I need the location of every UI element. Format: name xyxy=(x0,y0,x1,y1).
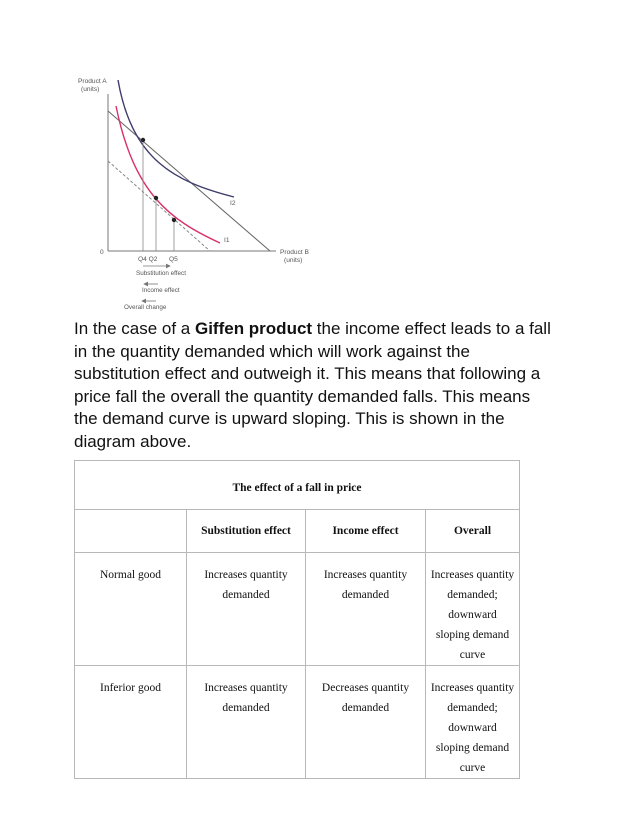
inferior-overall-cell: Increases quantity demanded; downward sloping demand curve xyxy=(426,666,520,779)
header-blank xyxy=(75,510,187,553)
normal-overall-cell: Increases quantity demanded; downward sloping demand curve xyxy=(426,553,520,666)
point-c xyxy=(172,218,176,222)
inferior-substitution-cell: Increases quantity demanded xyxy=(187,666,306,779)
normal-substitution-cell: Increases quantity demanded xyxy=(187,553,306,666)
header-substitution-effect: Substitution effect xyxy=(187,510,306,553)
header-income-effect: Income effect xyxy=(306,510,426,553)
y-axis-label-line2: (units) xyxy=(81,86,100,93)
giffen-paragraph xyxy=(74,318,554,454)
curve-i1-label: I1 xyxy=(224,237,230,244)
x-axis-label-line2: (units) xyxy=(284,257,303,264)
income-effect-label: Income effect xyxy=(142,287,180,294)
q4-q2-label: Q4 Q2 xyxy=(138,256,158,263)
indifference-curve-i2 xyxy=(118,80,234,197)
para-rest: the income effect leads to a fall in the quantity demanded which will work against the substitution effect and outweigh it. This means that following a price fall the overall the quantity demanded falls. This means the demand curve is upward sloping. This is shown in the diagram above. xyxy=(74,319,551,451)
point-b xyxy=(154,196,158,200)
overall-change-label: Overall change xyxy=(124,304,167,311)
giffen-product-term: Giffen product xyxy=(194,319,313,338)
para-intro: In the case of a xyxy=(74,319,195,338)
row-normal-good: Normal good xyxy=(75,553,187,666)
table-title-row xyxy=(75,461,520,510)
substitution-effect-label: Substitution effect xyxy=(136,270,186,277)
header-overall: Overall xyxy=(426,510,520,553)
q5-label: Q5 xyxy=(169,256,178,263)
origin-label: 0 xyxy=(100,249,104,256)
inferior-income-cell: Decreases quantity demanded xyxy=(306,666,426,779)
row-inferior-good: Inferior good xyxy=(75,666,187,779)
x-axis-label-line1: Product B xyxy=(280,249,309,256)
curve-i2-label: I2 xyxy=(230,200,236,207)
budget-line-original xyxy=(108,111,270,251)
giffen-diagram xyxy=(70,70,340,318)
table-title: The effect of a fall in price xyxy=(75,461,520,510)
table-row xyxy=(75,553,520,666)
table-header-row xyxy=(75,510,520,553)
normal-income-cell: Increases quantity demanded xyxy=(306,553,426,666)
price-effect-table xyxy=(74,460,520,779)
point-a xyxy=(141,138,145,142)
table-row xyxy=(75,666,520,779)
y-axis-label-line1: Product A xyxy=(78,78,107,85)
budget-line-shifted xyxy=(108,161,210,251)
